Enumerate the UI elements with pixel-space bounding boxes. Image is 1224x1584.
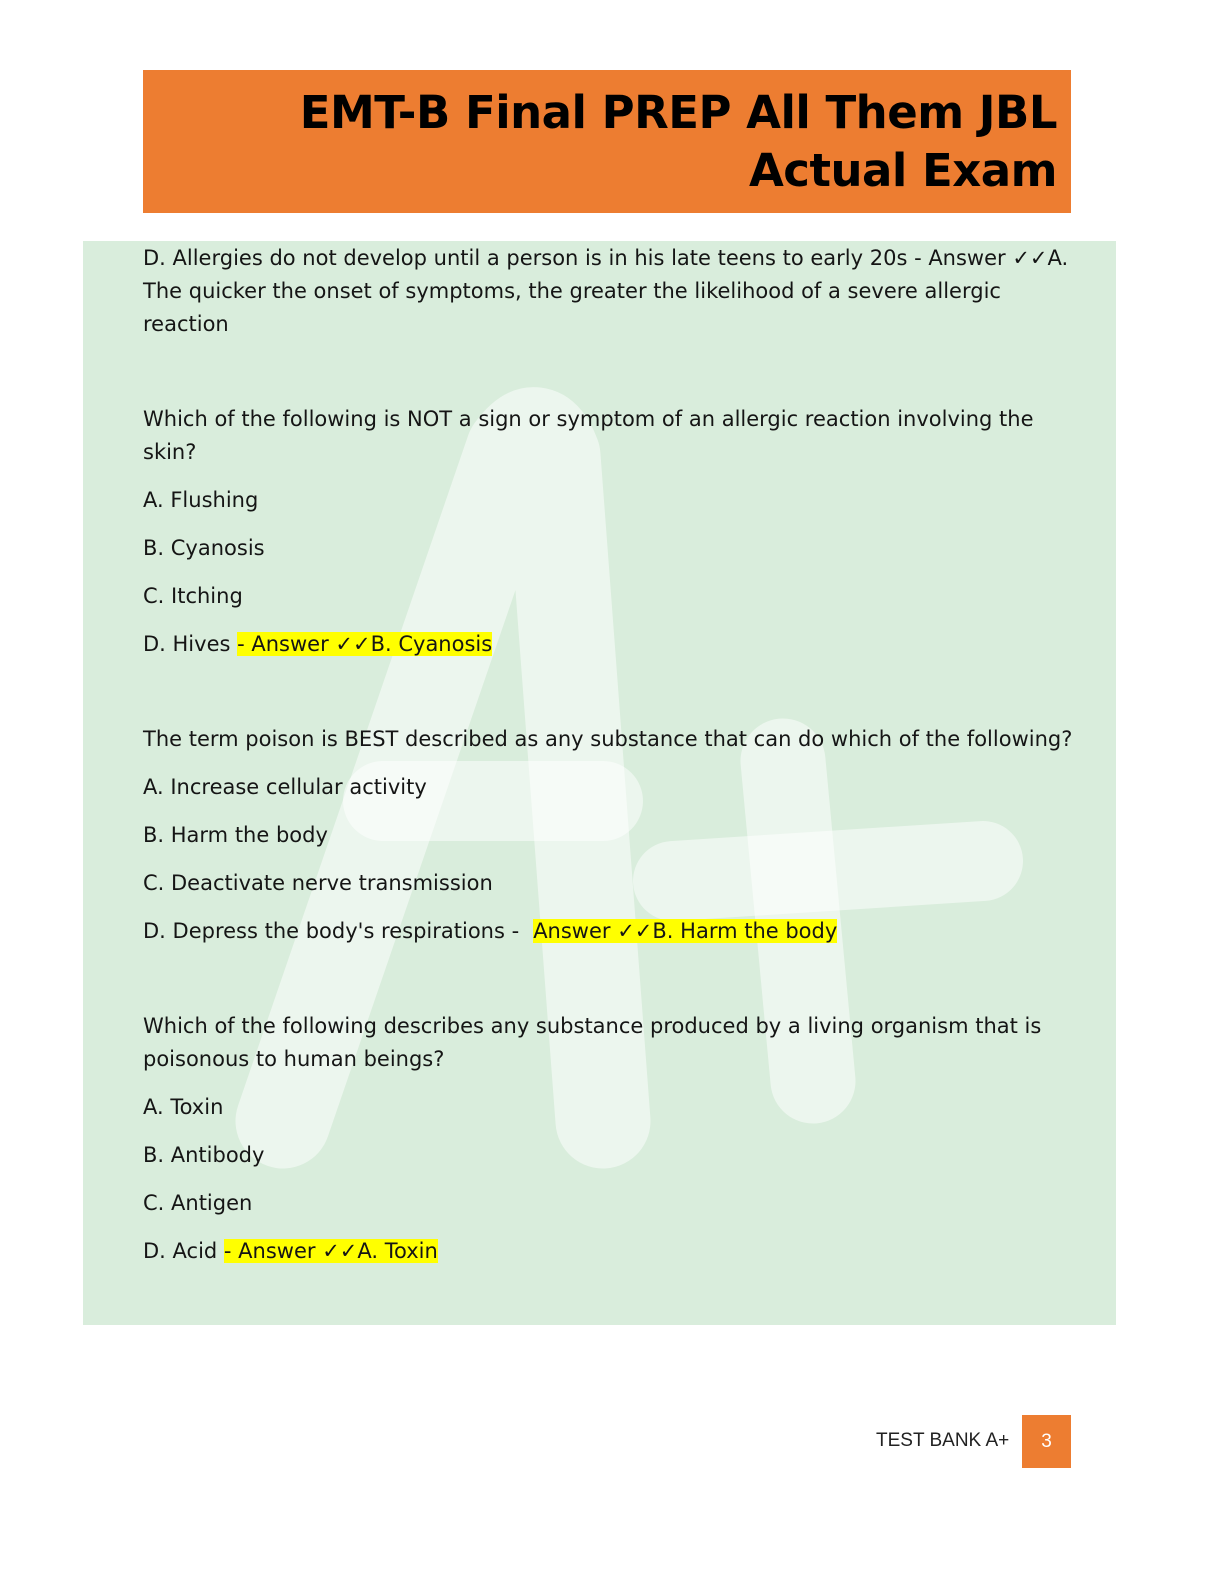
question-block bbox=[143, 403, 1073, 661]
footer-label: TEST BANK A+ bbox=[876, 1430, 1010, 1451]
question-prompt: The term poison is BEST described as any substance that can do which of the following? bbox=[143, 727, 1073, 751]
answer-highlight: - Answer ✓✓A. Toxin bbox=[223, 1239, 438, 1263]
question-block bbox=[143, 1010, 1073, 1268]
option-d bbox=[143, 915, 1073, 948]
page-number-badge bbox=[1022, 1415, 1071, 1468]
option-d bbox=[143, 628, 1073, 661]
document-title: EMT-B Final PREP All Them JBL Actual Exam bbox=[299, 86, 1057, 197]
page-number: 3 bbox=[1041, 1430, 1052, 1452]
option-c: C. Itching bbox=[143, 584, 243, 608]
answer-highlight: - Answer ✓✓B. Cyanosis bbox=[237, 632, 493, 656]
option-c: C. Deactivate nerve transmission bbox=[143, 871, 493, 895]
option-d-text: D. Acid bbox=[143, 1239, 218, 1263]
previous-answer-text: D. Allergies do not develop until a person is in his late teens to early 20s - Answer ✓✓A. The quicker the onset of symptoms, the greater the likelihood of a severe allergic reaction bbox=[143, 246, 1069, 336]
question-prompt: Which of the following is NOT a sign or symptom of an allergic reaction involving the skin? bbox=[143, 407, 1034, 464]
option-a: A. Flushing bbox=[143, 488, 259, 512]
option-a: A. Increase cellular activity bbox=[143, 775, 427, 799]
answer-highlight: Answer ✓✓B. Harm the body bbox=[533, 919, 838, 943]
option-b: B. Cyanosis bbox=[143, 536, 265, 560]
option-d bbox=[143, 1235, 1073, 1268]
questions-container bbox=[143, 241, 1073, 1268]
option-c: C. Antigen bbox=[143, 1191, 253, 1215]
option-d-text: D. Depress the body's respirations - bbox=[143, 919, 520, 943]
question-block bbox=[143, 723, 1073, 948]
option-b: B. Antibody bbox=[143, 1143, 265, 1167]
option-d-text: D. Hives bbox=[143, 632, 231, 656]
option-b: B. Harm the body bbox=[143, 823, 328, 847]
header-banner bbox=[143, 70, 1071, 213]
question-prompt: Which of the following describes any substance produced by a living organism that is poisonous to human beings? bbox=[143, 1014, 1042, 1071]
option-a: A. Toxin bbox=[143, 1095, 224, 1119]
